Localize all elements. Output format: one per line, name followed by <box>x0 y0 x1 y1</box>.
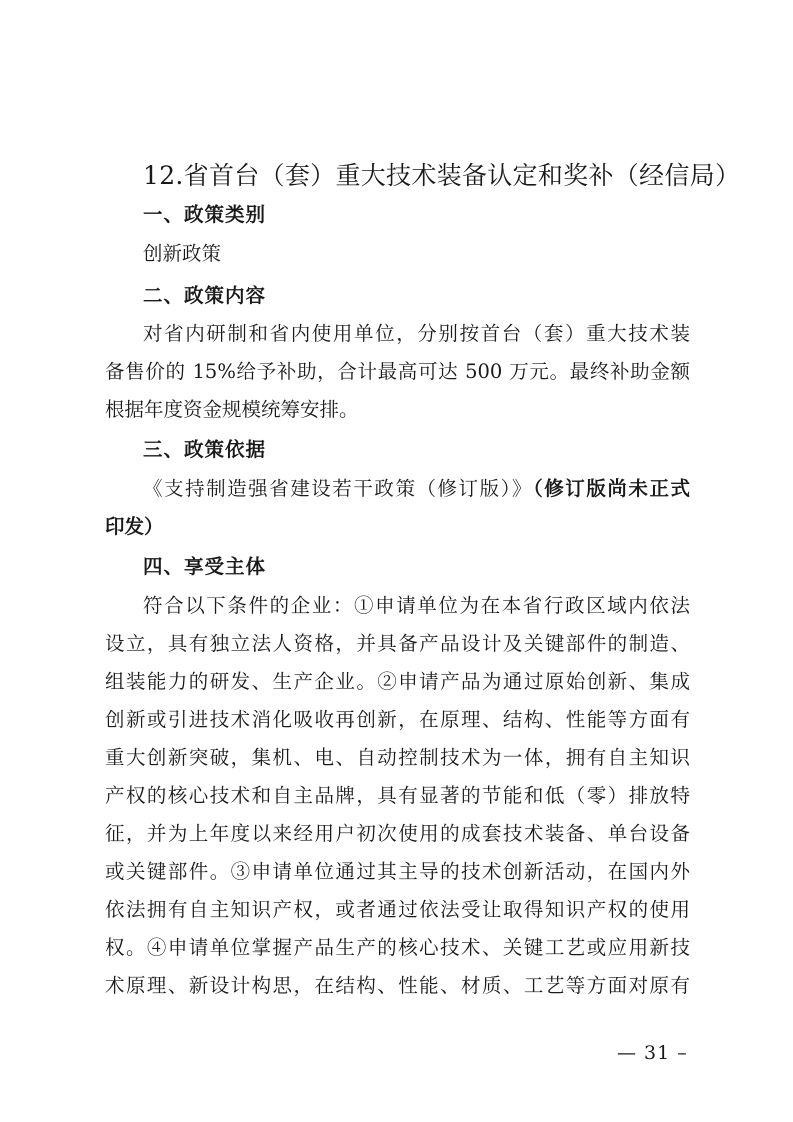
paragraph-line: 依法拥有自主知识产权，或者通过依法受让取得知识产权的使用 <box>105 898 690 921</box>
page-number: — 31 – <box>617 1042 688 1064</box>
paragraph-line: 术原理、新设计构思，在结构、性能、材质、工艺等方面对原有 <box>105 974 690 997</box>
paragraph-line: 创新或引进技术消化吸收再创新，在原理、结构、性能等方面有 <box>105 708 690 731</box>
paragraph-line: 根据年度资金规模统筹安排。 <box>105 398 359 421</box>
paragraph-line: 权。④申请单位掌握产品生产的核心技术、关键工艺或应用新技 <box>105 936 690 959</box>
paragraph-line: 征，并为上年度以来经用户初次使用的成套技术装备、单台设备 <box>105 822 690 845</box>
paragraph-line: 创新政策 <box>143 242 222 265</box>
policy-document-name: 《支持制造强省建设若干政策（修订版）》 <box>143 477 533 500</box>
section-heading-policy-basis: 三、政策依据 <box>143 438 267 461</box>
section-heading-eligible-entities: 四、享受主体 <box>143 555 267 578</box>
document-title: 12.省首台（套）重大技术装备认定和奖补（经信局） <box>143 161 741 190</box>
paragraph-line: 重大创新突破，集机、电、自动控制技术为一体，拥有自主知识 <box>105 746 690 769</box>
paragraph-line: 对省内研制和省内使用单位，分别按首台（套）重大技术装 <box>143 322 690 345</box>
paragraph-line: 设立，具有独立法人资格，并具备产品设计及关键部件的制造、 <box>105 632 690 655</box>
paragraph-line: 符合以下条件的企业：①申请单位为在本省行政区域内依法 <box>143 594 690 617</box>
section-heading-policy-content: 二、政策内容 <box>143 284 267 307</box>
paragraph-line: 备售价的 15%给予补助，合计最高可达 500 万元。最终补助金额 <box>105 360 690 383</box>
paragraph-line: 组装能力的研发、生产企业。②申请产品为通过原始创新、集成 <box>105 670 690 693</box>
section-heading-policy-category: 一、政策类别 <box>143 203 267 226</box>
revision-note: （修订版尚未正式 <box>532 477 690 500</box>
paragraph-line-policy-basis <box>143 473 690 505</box>
paragraph-line: 产权的核心技术和自主品牌，具有显著的节能和低（零）排放特 <box>105 784 690 807</box>
paragraph-line: 或关键部件。③申请单位通过其主导的技术创新活动，在国内外 <box>105 860 690 883</box>
paragraph-line-bold: 印发） <box>105 515 164 538</box>
